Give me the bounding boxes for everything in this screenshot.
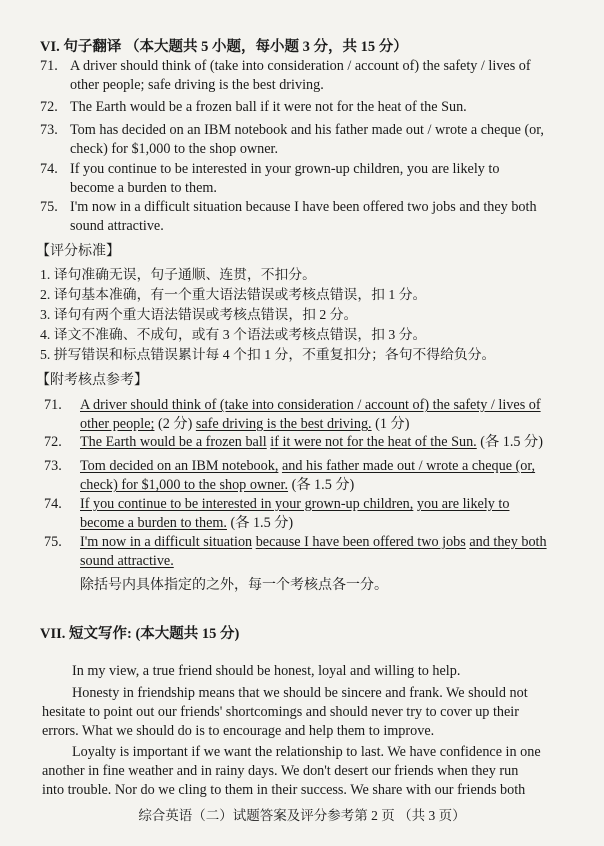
translation-item-75	[40, 198, 572, 236]
reference-item-75	[44, 533, 580, 571]
translation-item-71	[40, 57, 572, 95]
key-point: other people;	[80, 416, 155, 432]
item-number: 73.	[40, 122, 58, 138]
score-note: (1 分)	[371, 416, 410, 432]
item-number: 74.	[40, 161, 58, 177]
score-note: (各 1.5 分)	[226, 515, 294, 531]
essay-line: Honesty in friendship means that we should be sincere and frank. We should not	[72, 685, 528, 701]
score-note: (各 1.5 分)	[476, 434, 543, 450]
key-point: and his father made out / wrote a cheque (or,	[281, 458, 536, 474]
item-number: 75.	[44, 534, 62, 550]
key-point: you are likely to	[416, 496, 510, 512]
key-point: become a burden to them.	[80, 515, 227, 531]
key-point: I'm now in a difficult situation	[80, 534, 253, 550]
essay-line: hesitate to point out our friends' shortcomings and should never try to cover up their	[42, 704, 519, 720]
reference-item-74	[44, 495, 580, 533]
reference-item-71	[44, 396, 580, 434]
item-line: Tom has decided on an IBM notebook and his father made out / wrote a cheque (or,	[70, 122, 544, 138]
key-point: sound attractive.	[80, 553, 174, 569]
criteria-title: 【评分标准】	[36, 244, 120, 259]
score-note: (各 1.5 分)	[288, 477, 355, 493]
key-point: If you continue to be interested in your grown-up children,	[80, 496, 414, 512]
criteria-item: 2. 译句基本准确，有一个重大语法错误或考核点错误，扣 1 分。	[40, 287, 427, 302]
item-line: If you continue to be interested in your grown-up children, you are likely to	[70, 161, 500, 177]
item-number: 71.	[44, 397, 62, 413]
criteria-item: 4. 译文不准确、不成句，或有 3 个语法或考核点错误，扣 3 分。	[40, 327, 427, 342]
reference-note: 除括号内具体指定的之外，每一个考核点各一分。	[80, 578, 388, 593]
item-line: A driver should think of (take into consideration / account of) the safety / lives of	[70, 58, 531, 74]
criteria-item: 3. 译句有两个重大语法错误或考核点错误，扣 2 分。	[40, 307, 358, 322]
essay-line: Loyalty is important if we want the relationship to last. We have confidence in one	[72, 744, 541, 760]
key-point: check) for $1,000 to the shop owner.	[80, 477, 289, 493]
item-line: become a burden to them.	[70, 180, 217, 196]
item-number: 71.	[40, 58, 58, 74]
reference-item-73	[44, 457, 580, 495]
criteria-item: 1. 译句准确无误，句子通顺、连贯，不扣分。	[40, 267, 316, 282]
key-point: and they both	[469, 534, 547, 550]
score-note: (2 分)	[154, 416, 196, 432]
essay-line: another in fine weather and in rainy days. We don't desert our friends when they run	[42, 763, 519, 779]
essay-paragraph-1: In my view, a true friend should be honest, loyal and willing to help.	[72, 663, 461, 679]
item-line: sound attractive.	[70, 218, 164, 234]
section-vii-title: VII. 短文写作: (本大题共 15 分)	[40, 626, 240, 642]
key-point: if it were not for the heat of the Sun.	[270, 434, 477, 450]
translation-item-74	[40, 160, 572, 198]
item-line: check) for $1,000 to the shop owner.	[70, 141, 279, 157]
key-point: Tom decided on an IBM notebook,	[80, 458, 279, 474]
reference-title: 【附考核点参考】	[36, 373, 148, 388]
item-line: The Earth would be a frozen ball if it were not for the heat of the Sun.	[70, 99, 467, 115]
page-footer: 综合英语（二）试题答案及评分参考第 2 页 （共 3 页）	[138, 808, 466, 823]
translation-item-72	[40, 98, 572, 117]
section-vi-title: VI. 句子翻译 （本大题共 5 小题，每小题 3 分，共 15 分）	[40, 39, 408, 55]
key-point: The Earth would be a frozen ball	[80, 434, 267, 450]
essay-line: into trouble. Nor do we cling to them in their success. We share with our friends both	[42, 782, 526, 798]
item-number: 75.	[40, 199, 58, 215]
item-line: I'm now in a difficult situation because I have been offered two jobs and they both	[70, 199, 537, 215]
item-number: 72.	[44, 434, 62, 450]
key-point: safe driving is the best driving.	[195, 416, 372, 432]
item-number: 72.	[40, 99, 58, 115]
reference-item-72	[44, 433, 580, 452]
item-number: 74.	[44, 496, 62, 512]
item-line: other people; safe driving is the best driving.	[70, 77, 324, 93]
criteria-item: 5. 拼写错误和标点错误累计每 4 个扣 1 分，不重复扣分；各句不得给负分。	[40, 347, 496, 362]
key-point: A driver should think of (take into consideration / account of) the safety / lives of	[80, 397, 541, 413]
item-number: 73.	[44, 458, 62, 474]
key-point: because I have been offered two jobs	[255, 534, 466, 550]
essay-line: errors. What we should do is to encourage and help them to improve.	[42, 723, 435, 739]
translation-item-73	[40, 121, 572, 159]
